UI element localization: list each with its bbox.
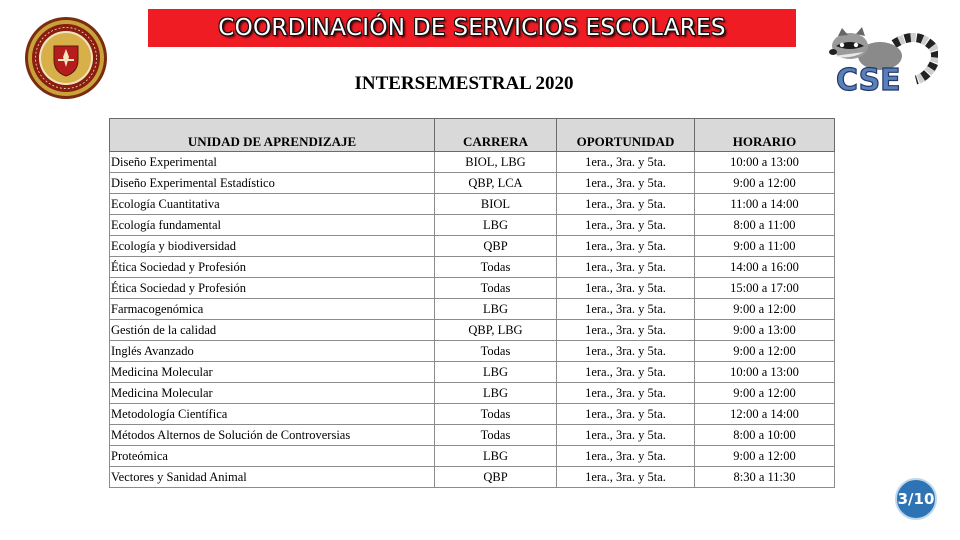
table-row [110, 257, 835, 278]
cell-horario: 9:00 a 12:00 [695, 299, 835, 320]
page-indicator-badge [895, 478, 937, 520]
cell-oportunidad: 1era., 3ra. y 5ta. [557, 173, 695, 194]
table-row [110, 404, 835, 425]
cell-horario: 10:00 a 13:00 [695, 152, 835, 173]
cell-carrera: Todas [435, 404, 557, 425]
cell-unidad: Metodología Científica [110, 404, 435, 425]
cell-oportunidad: 1era., 3ra. y 5ta. [557, 236, 695, 257]
cell-horario: 8:00 a 10:00 [695, 425, 835, 446]
table-row [110, 194, 835, 215]
cell-unidad: Diseño Experimental Estadístico [110, 173, 435, 194]
logo-text: CSE [836, 63, 901, 96]
table-row [110, 467, 835, 488]
page-subtitle: INTERSEMESTRAL 2020 [354, 73, 574, 94]
cell-unidad: Ecología fundamental [110, 215, 435, 236]
cell-oportunidad: 1era., 3ra. y 5ta. [557, 215, 695, 236]
table-row [110, 215, 835, 236]
col-header-unidad: UNIDAD DE APRENDIZAJE [110, 119, 435, 152]
cell-horario: 11:00 a 14:00 [695, 194, 835, 215]
cell-oportunidad: 1era., 3ra. y 5ta. [557, 257, 695, 278]
schedule-table [109, 118, 835, 488]
col-header-oportunidad: OPORTUNIDAD [557, 119, 695, 152]
cell-horario: 9:00 a 12:00 [695, 446, 835, 467]
cell-unidad: Farmacogenómica [110, 299, 435, 320]
cell-horario: 8:00 a 11:00 [695, 215, 835, 236]
cell-oportunidad: 1era., 3ra. y 5ta. [557, 446, 695, 467]
cell-horario: 15:00 a 17:00 [695, 278, 835, 299]
table-row [110, 173, 835, 194]
cell-horario: 14:00 a 16:00 [695, 257, 835, 278]
cell-horario: 9:00 a 13:00 [695, 320, 835, 341]
cell-oportunidad: 1era., 3ra. y 5ta. [557, 467, 695, 488]
cell-carrera: LBG [435, 215, 557, 236]
page-indicator: 3/10 [897, 490, 935, 508]
cell-unidad: Diseño Experimental [110, 152, 435, 173]
cell-carrera: BIOL, LBG [435, 152, 557, 173]
cell-horario: 10:00 a 13:00 [695, 362, 835, 383]
cell-oportunidad: 1era., 3ra. y 5ta. [557, 404, 695, 425]
cell-oportunidad: 1era., 3ra. y 5ta. [557, 194, 695, 215]
cell-carrera: LBG [435, 446, 557, 467]
cell-oportunidad: 1era., 3ra. y 5ta. [557, 383, 695, 404]
table-row [110, 278, 835, 299]
cell-carrera: QBP [435, 236, 557, 257]
cell-unidad: Gestión de la calidad [110, 320, 435, 341]
table-row [110, 362, 835, 383]
cell-carrera: Todas [435, 425, 557, 446]
cell-carrera: BIOL [435, 194, 557, 215]
table-row [110, 152, 835, 173]
cell-unidad: Proteómica [110, 446, 435, 467]
cell-carrera: Todas [435, 257, 557, 278]
cell-horario: 12:00 a 14:00 [695, 404, 835, 425]
table-row [110, 236, 835, 257]
cell-oportunidad: 1era., 3ra. y 5ta. [557, 320, 695, 341]
cell-oportunidad: 1era., 3ra. y 5ta. [557, 362, 695, 383]
cell-unidad: Ecología Cuantitativa [110, 194, 435, 215]
cell-unidad: Métodos Alternos de Solución de Controversias [110, 425, 435, 446]
cell-oportunidad: 1era., 3ra. y 5ta. [557, 152, 695, 173]
table-row [110, 383, 835, 404]
cell-oportunidad: 1era., 3ra. y 5ta. [557, 299, 695, 320]
banner-title: COORDINACIÓN DE SERVICIOS ESCOLARES [218, 15, 726, 41]
cell-carrera: LBG [435, 362, 557, 383]
table-row [110, 299, 835, 320]
table-row [110, 446, 835, 467]
table-row [110, 425, 835, 446]
cell-unidad: Ecología y biodiversidad [110, 236, 435, 257]
cell-unidad: Medicina Molecular [110, 383, 435, 404]
cell-horario: 9:00 a 11:00 [695, 236, 835, 257]
cell-oportunidad: 1era., 3ra. y 5ta. [557, 278, 695, 299]
cell-carrera: Todas [435, 341, 557, 362]
cell-carrera: QBP, LBG [435, 320, 557, 341]
title-banner [148, 9, 796, 47]
cell-unidad: Ética Sociedad y Profesión [110, 257, 435, 278]
cell-unidad: Vectores y Sanidad Animal [110, 467, 435, 488]
cell-horario: 8:30 a 11:30 [695, 467, 835, 488]
cell-carrera: QBP [435, 467, 557, 488]
cell-carrera: LBG [435, 383, 557, 404]
table-row [110, 320, 835, 341]
cell-oportunidad: 1era., 3ra. y 5ta. [557, 341, 695, 362]
table-header-row [110, 119, 835, 152]
cell-unidad: Inglés Avanzado [110, 341, 435, 362]
cell-horario: 9:00 a 12:00 [695, 341, 835, 362]
col-header-horario: HORARIO [695, 119, 835, 152]
cell-carrera: LBG [435, 299, 557, 320]
table-row [110, 341, 835, 362]
cell-carrera: QBP, LCA [435, 173, 557, 194]
cell-carrera: Todas [435, 278, 557, 299]
cell-horario: 9:00 a 12:00 [695, 173, 835, 194]
col-header-carrera: CARRERA [435, 119, 557, 152]
cell-oportunidad: 1era., 3ra. y 5ta. [557, 425, 695, 446]
table-body [110, 152, 835, 488]
cell-unidad: Ética Sociedad y Profesión [110, 278, 435, 299]
cell-horario: 9:00 a 12:00 [695, 383, 835, 404]
cell-unidad: Medicina Molecular [110, 362, 435, 383]
